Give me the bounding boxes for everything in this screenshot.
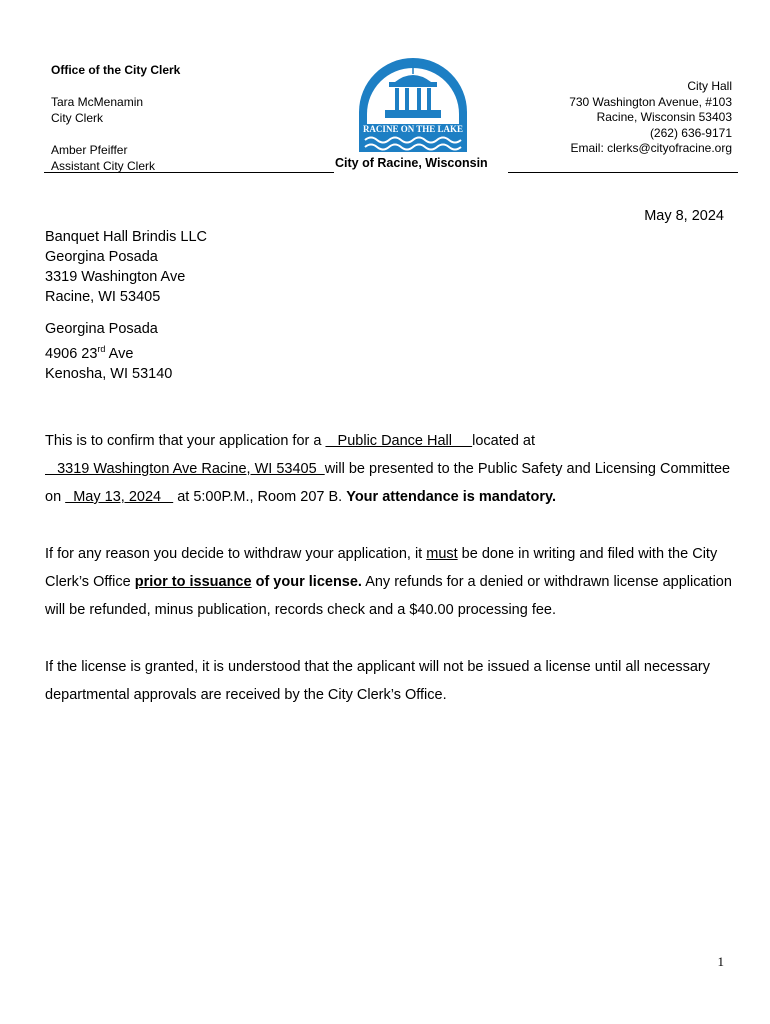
paragraph-license-granted: If the license is granted, it is understood that the applicant will not be issued a license until all necessary departmental approvals are received by the City Clerk’s Office. <box>45 659 710 703</box>
address-line-2: Racine, Wisconsin 53403 <box>596 110 732 124</box>
city-logo <box>355 52 471 152</box>
phone: (262) 636-9171 <box>649 125 732 140</box>
city-name: City of Racine, Wisconsin <box>335 156 488 170</box>
address-line: 3319 Washington Ave <box>45 269 186 285</box>
license-location: 3319 Washington Ave Racine, WI 53405 <box>45 461 325 477</box>
clerk-name: Tara McMenamin <box>51 95 144 109</box>
recipient-address-2 <box>45 319 172 384</box>
meeting-date: May 13, 2024 <box>65 489 174 505</box>
paragraph-confirmation: This is to confirm that your application for a Public Dance Hall located at 3319 Washington Ave Racine, WI 53405 will be presented to the Public Safety and Licensing Committee on May 13, 2024 at 5:00P.M., Room 207 B. Your attendance is mandatory. <box>45 433 731 505</box>
clerk-title: City Clerk <box>51 111 104 125</box>
address-line: Georgina Posada <box>45 249 158 265</box>
address-line: 4906 23rd Ave <box>45 344 134 362</box>
city-hall: City Hall <box>687 79 732 93</box>
assistant-title: Assistant City Clerk <box>51 159 156 173</box>
mandatory-notice: Your attendance is mandatory. <box>346 489 556 505</box>
city-hall-block <box>569 79 732 157</box>
address-line: Racine, WI 53405 <box>45 289 161 305</box>
license-type: Public Dance Hall <box>325 433 473 449</box>
office-block <box>51 62 180 174</box>
assistant-name: Amber Pfeiffer <box>51 143 128 157</box>
address-line: Kenosha, WI 53140 <box>45 365 173 382</box>
header-rule-left <box>44 172 334 173</box>
letter-date: May 8, 2024 <box>644 208 724 224</box>
header-rule-right <box>508 172 738 173</box>
address-line: Banquet Hall Brindis LLC <box>45 229 208 245</box>
email: Email: clerks@cityofracine.org <box>570 141 732 155</box>
logo-text: RACINE ON THE LAKE <box>362 124 464 134</box>
page-number: 1 <box>717 954 724 969</box>
address-line: Georgina Posada <box>45 321 158 337</box>
paragraph-withdrawal: If for any reason you decide to withdraw your application, it must be done in writing and filed with the City Clerk’s Office prior to issuance of your license. Any refunds for a denied or withdrawn license application will be refunded, minus publication, records check and a $40.00 processing fee. <box>45 546 732 618</box>
recipient-address-1 <box>45 227 207 307</box>
address-line-1: 730 Washington Avenue, #103 <box>569 94 732 109</box>
office-title: Office of the City Clerk <box>51 63 181 77</box>
